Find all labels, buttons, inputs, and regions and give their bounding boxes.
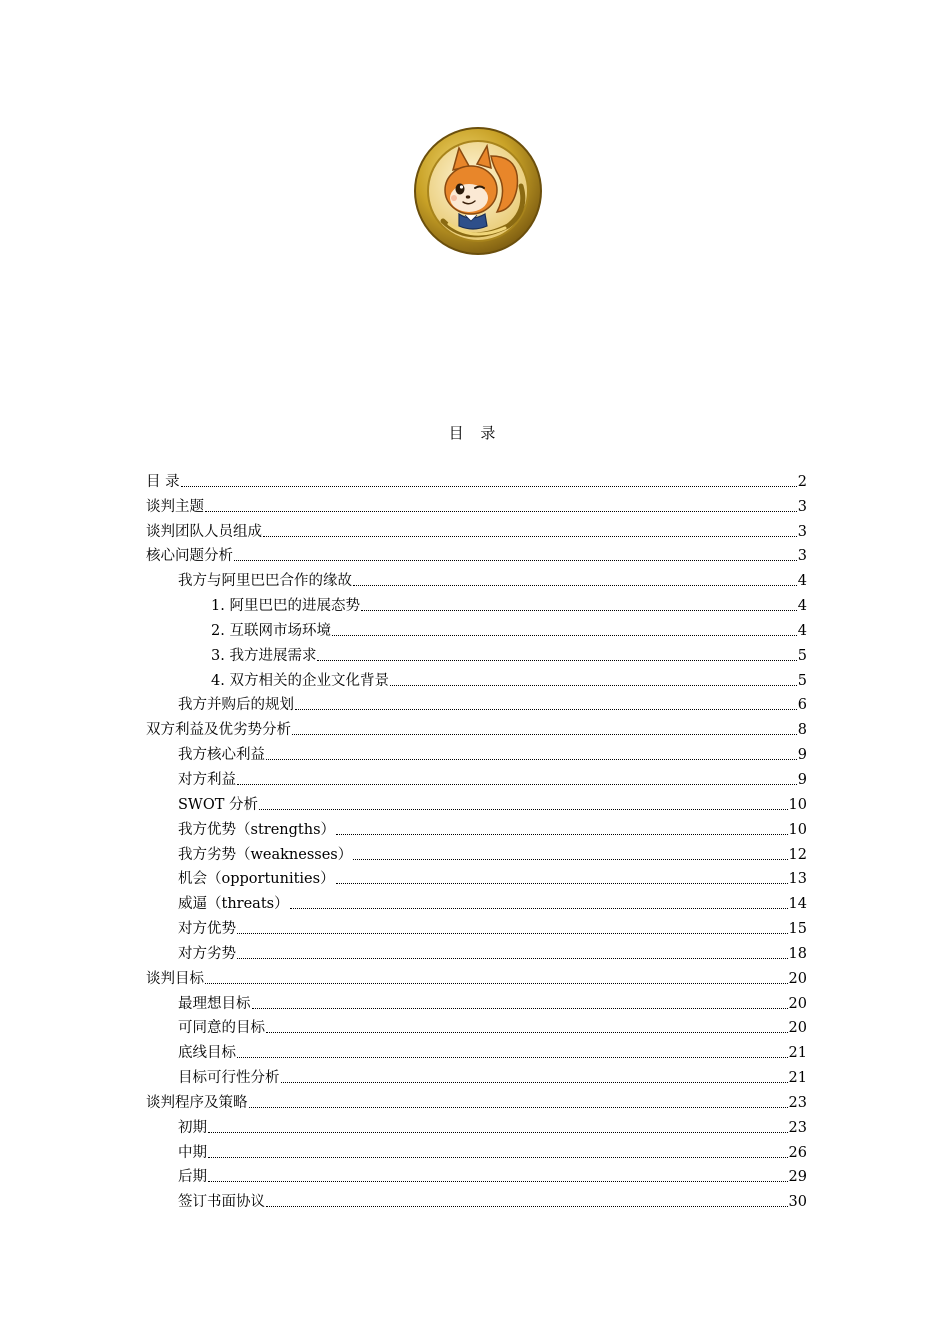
toc-entry-page-number: 26 <box>788 1144 807 1161</box>
toc-entry[interactable] <box>146 914 807 939</box>
toc-leader-dots <box>181 485 797 487</box>
toc-entry-page-number: 4 <box>797 573 807 590</box>
toc-entry-label: 1. 阿里巴巴的进展态势 <box>211 598 360 615</box>
toc-entry[interactable] <box>146 840 807 865</box>
toc-entry-page-number: 5 <box>797 647 807 664</box>
table-of-contents <box>146 467 807 1212</box>
toc-entry[interactable] <box>146 1088 807 1113</box>
toc-entry-page-number: 20 <box>788 995 807 1012</box>
toc-leader-dots <box>390 684 797 686</box>
toc-leader-dots <box>237 1056 788 1058</box>
toc-entry-label: 底线目标 <box>178 1045 236 1062</box>
toc-leader-dots <box>290 907 788 909</box>
toc-entry-label: 可同意的目标 <box>178 1020 265 1037</box>
toc-leader-dots <box>259 808 788 810</box>
toc-entry-page-number: 14 <box>788 896 807 913</box>
toc-entry[interactable] <box>146 1113 807 1138</box>
toc-entry-page-number: 13 <box>788 871 807 888</box>
toc-entry[interactable] <box>146 889 807 914</box>
toc-entry-page-number: 4 <box>797 622 807 639</box>
toc-entry-page-number: 8 <box>797 722 807 739</box>
toc-entry-label: 我方并购后的规划 <box>178 697 294 714</box>
toc-entry-page-number: 23 <box>788 1094 807 1111</box>
toc-entry-label: 我方优势（strengths） <box>178 821 336 838</box>
toc-entry-page-number: 3 <box>797 548 807 565</box>
toc-leader-dots <box>266 758 797 760</box>
toc-entry-page-number: 29 <box>788 1169 807 1186</box>
toc-entry-page-number: 20 <box>788 970 807 987</box>
squirrel-mascot-icon <box>413 126 543 256</box>
toc-leader-dots <box>249 1106 788 1108</box>
toc-entry[interactable] <box>146 765 807 790</box>
toc-leader-dots <box>336 833 788 835</box>
toc-entry[interactable] <box>146 517 807 542</box>
toc-entry-label: 后期 <box>178 1169 207 1186</box>
toc-entry-label: SWOT 分析 <box>178 796 259 813</box>
toc-entry-label: 3. 我方进展需求 <box>211 647 317 664</box>
toc-entry-label: 签订书面协议 <box>178 1194 265 1211</box>
toc-entry[interactable] <box>146 964 807 989</box>
toc-leader-dots <box>205 982 788 984</box>
toc-entry[interactable] <box>146 815 807 840</box>
toc-entry[interactable] <box>146 492 807 517</box>
toc-entry[interactable] <box>146 1138 807 1163</box>
toc-entry[interactable] <box>146 1163 807 1188</box>
toc-entry-label: 谈判团队人员组成 <box>146 523 262 540</box>
toc-leader-dots <box>281 1081 788 1083</box>
toc-entry-label: 威逼（threats） <box>178 896 289 913</box>
toc-entry-page-number: 2 <box>797 473 807 490</box>
toc-entry-page-number: 9 <box>797 747 807 764</box>
toc-entry[interactable] <box>146 1014 807 1039</box>
toc-entry-label: 双方利益及优劣势分析 <box>146 722 291 739</box>
toc-entry-page-number: 3 <box>797 498 807 515</box>
toc-entry-page-number: 20 <box>788 1020 807 1037</box>
toc-entry-label: 谈判目标 <box>146 970 204 987</box>
toc-entry-label: 最理想目标 <box>178 995 251 1012</box>
toc-entry[interactable] <box>146 790 807 815</box>
toc-leader-dots <box>252 1007 788 1009</box>
toc-entry-page-number: 5 <box>797 672 807 689</box>
toc-entry[interactable] <box>146 939 807 964</box>
toc-entry-label: 谈判程序及策略 <box>146 1094 248 1111</box>
toc-entry[interactable] <box>146 467 807 492</box>
toc-entry-label: 4. 双方相关的企业文化背景 <box>211 672 389 689</box>
toc-leader-dots <box>332 634 797 636</box>
toc-entry[interactable] <box>146 666 807 691</box>
toc-leader-dots <box>353 584 797 586</box>
toc-entry-label: 对方劣势 <box>178 945 236 962</box>
toc-leader-dots <box>208 1156 788 1158</box>
toc-entry[interactable] <box>146 865 807 890</box>
toc-leader-dots <box>336 882 788 884</box>
toc-leader-dots <box>353 858 787 860</box>
toc-entry-page-number: 12 <box>788 846 807 863</box>
toc-entry[interactable] <box>146 542 807 567</box>
toc-entry-page-number: 10 <box>788 796 807 813</box>
toc-leader-dots <box>361 609 797 611</box>
toc-entry[interactable] <box>146 691 807 716</box>
toc-entry-page-number: 21 <box>788 1045 807 1062</box>
toc-entry-label: 我方核心利益 <box>178 747 265 764</box>
toc-entry-page-number: 18 <box>788 945 807 962</box>
toc-leader-dots <box>266 1205 788 1207</box>
toc-entry-label: 对方优势 <box>178 921 236 938</box>
toc-entry-label: 目标可行性分析 <box>178 1070 280 1087</box>
toc-entry-label: 我方与阿里巴巴合作的缘故 <box>178 573 352 590</box>
toc-leader-dots <box>208 1131 788 1133</box>
toc-leader-dots <box>266 1031 788 1033</box>
toc-entry[interactable] <box>146 740 807 765</box>
toc-entry-label: 谈判主题 <box>146 498 204 515</box>
toc-leader-dots <box>295 708 797 710</box>
toc-leader-dots <box>234 559 797 561</box>
toc-entry[interactable] <box>146 591 807 616</box>
toc-entry-page-number: 3 <box>797 523 807 540</box>
toc-entry[interactable] <box>146 1063 807 1088</box>
toc-entry-label: 2. 互联网市场环境 <box>211 622 331 639</box>
toc-title: 目 录 <box>448 424 502 442</box>
toc-entry[interactable] <box>146 715 807 740</box>
toc-leader-dots <box>263 535 797 537</box>
toc-entry-page-number: 15 <box>788 921 807 938</box>
toc-entry[interactable] <box>146 989 807 1014</box>
toc-entry-label: 我方劣势（weaknesses） <box>178 846 353 863</box>
toc-entry[interactable] <box>146 1038 807 1063</box>
toc-entry-page-number: 10 <box>788 821 807 838</box>
toc-leader-dots <box>205 510 797 512</box>
toc-leader-dots <box>292 733 797 735</box>
toc-leader-dots <box>237 783 797 785</box>
toc-entry-label: 初期 <box>178 1119 207 1136</box>
toc-leader-dots <box>237 957 788 959</box>
toc-leader-dots <box>317 659 796 661</box>
toc-leader-dots <box>208 1180 788 1182</box>
toc-entry-label: 目 录 <box>146 473 180 490</box>
toc-entry-page-number: 4 <box>797 598 807 615</box>
toc-entry[interactable] <box>146 616 807 641</box>
toc-entry[interactable] <box>146 1187 807 1212</box>
toc-entry-label: 对方利益 <box>178 771 236 788</box>
toc-entry-label: 机会（opportunities） <box>178 871 335 888</box>
toc-entry[interactable] <box>146 566 807 591</box>
toc-entry-page-number: 6 <box>797 697 807 714</box>
toc-entry-page-number: 23 <box>788 1119 807 1136</box>
toc-entry-page-number: 21 <box>788 1070 807 1087</box>
toc-entry-label: 中期 <box>178 1144 207 1161</box>
toc-leader-dots <box>237 932 788 934</box>
toc-entry-page-number: 9 <box>797 771 807 788</box>
toc-entry-page-number: 30 <box>788 1194 807 1211</box>
toc-entry-label: 核心问题分析 <box>146 548 233 565</box>
toc-entry[interactable] <box>146 641 807 666</box>
